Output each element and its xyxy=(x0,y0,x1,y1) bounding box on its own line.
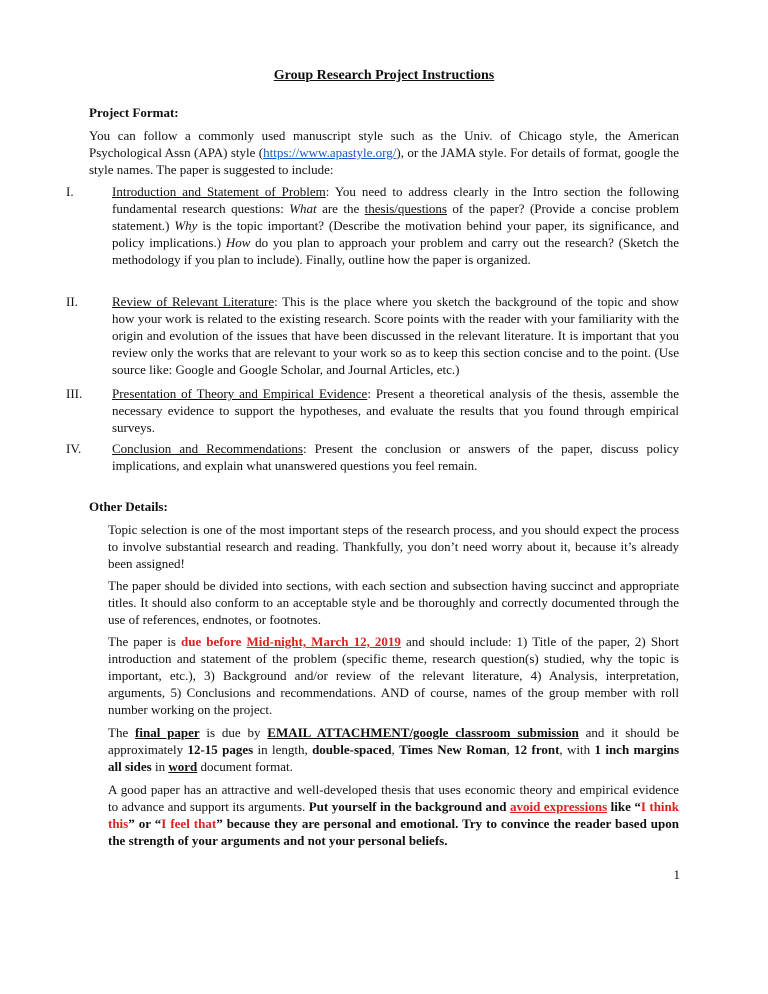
submission-text: in xyxy=(151,759,169,774)
page-title: Group Research Project Instructions xyxy=(273,68,495,83)
expression-example: I think this xyxy=(108,799,679,831)
item-text: are the xyxy=(316,201,365,216)
font-name: Times New Roman xyxy=(399,742,507,757)
submission-text: The xyxy=(108,725,136,740)
page-number: 1 xyxy=(673,867,680,882)
item-title: Presentation of Theory and Empirical Evidence xyxy=(112,386,368,401)
due-before-label: due before xyxy=(180,634,247,649)
item-number: I. xyxy=(66,184,74,199)
item-text-italic: How xyxy=(225,235,251,250)
good-paper-text: A good paper has an attractive and well-developed thesis that uses economic theory and empirical evidence to advance and support its arguments. xyxy=(108,782,679,814)
submission-text: document format. xyxy=(197,759,293,774)
item-text: : This is the place where you sketch the background of the topic and show how your work is related to the existing research. Score points with the reader with your familiarity with the origin and evolution of the issues that have been discussed in the relevant literature. It is important that you review only the works that are relevant to your work so as to keep this section concise and to the point. (Use source like: Google and Google Scholar, and Journal Articles, etc.) xyxy=(112,294,679,377)
other-details-heading: Other Details: xyxy=(89,499,168,514)
apa-style-link[interactable]: https://www.apastyle.org/ xyxy=(263,145,397,160)
submission-text: and it should be approximately xyxy=(108,725,679,757)
sections-paragraph: The paper should be divided into sections, with each section and subsection having succinct and appropriate titles. It should also conform to an acceptable style and be thoroughly and correctly documented through the use of references, endnotes, or footnotes. xyxy=(108,578,679,627)
item-text-italic: Why xyxy=(174,218,198,233)
advice-text: ” or “ xyxy=(128,816,162,831)
item-text: of the paper? (Provide a concise problem statement.) xyxy=(112,201,679,233)
outline-item-introduction xyxy=(66,183,679,268)
advice-text: like “ xyxy=(607,799,641,814)
item-number: IV. xyxy=(66,441,82,456)
final-paper-label: final paper xyxy=(135,725,200,740)
item-text: do you plan to approach your problem and carry out the research? (Sketch the methodology if you plan to include). Finally, outline how the paper is organized. xyxy=(112,235,679,267)
item-title: Conclusion and Recommendations xyxy=(112,441,303,456)
expression-example: I feel that xyxy=(161,816,217,831)
advice-text: ” because they are personal and emotional. Try to convince the reader based upon the strength of your arguments and not your personal beliefs. xyxy=(108,816,679,848)
submission-text: is due by xyxy=(199,725,268,740)
item-title: Review of Relevant Literature xyxy=(112,294,275,309)
outline-item-literature xyxy=(66,293,679,378)
item-text: : Present the conclusion or answers of the paper, discuss policy implications, and explain what unanswered questions you feel remain. xyxy=(112,441,679,473)
submission-text: , xyxy=(506,742,515,757)
topic-selection-paragraph: Topic selection is one of the most important steps of the research process, and you should expect the process to involve substantial research and reading. Thankfully, you don’t need worry about it, because it’s already been assigned! xyxy=(108,522,679,571)
project-format-heading: Project Format: xyxy=(89,105,179,120)
deadline-date: Mid-night, March 12, 2019 xyxy=(246,634,401,649)
item-number: III. xyxy=(66,386,83,401)
good-paper-paragraph xyxy=(108,781,679,849)
margins: 1 inch margins all sides xyxy=(108,742,680,774)
submission-paragraph xyxy=(108,724,679,775)
item-number: II. xyxy=(66,294,78,309)
avoid-expressions: avoid expressions xyxy=(509,799,608,814)
deadline-text-rest: and should include: 1) Title of the paper, 2) Short introduction and statement of the problem (specific theme, research question(s) studied, why the topic is important, etc.), 3) Background and/or review of the relevant literature, 4) Analysis, interpretation, arguments, 5) Conclusions and recommendations. AND of course, names of the group member with roll number working on the project. xyxy=(108,634,679,717)
outline-item-conclusion xyxy=(66,440,679,474)
line-spacing: double-spaced xyxy=(312,742,392,757)
item-text-underlined: thesis/questions xyxy=(364,201,447,216)
submission-method: EMAIL ATTACHMENT/google classroom submission xyxy=(267,725,579,740)
item-text: : You need to address clearly in the Intro section the following fundamental research questions: xyxy=(112,184,679,216)
item-text: : Present a theoretical analysis of the thesis, assemble the necessary evidence to support the hypotheses, and evaluate the results that you found through empirical surveys. xyxy=(112,386,679,435)
font-size: 12 front xyxy=(514,742,560,757)
deadline-text: The paper is xyxy=(108,634,181,649)
item-text: is the topic important? (Describe the motivation behind your paper, its significance, and policy implications.) xyxy=(112,218,679,250)
page-length: 12-15 pages xyxy=(187,742,254,757)
deadline-paragraph xyxy=(108,633,679,718)
intro-text: You can follow a commonly used manuscript style such as the Univ. of Chicago style, the American Psychological Assn (APA) style ( xyxy=(89,128,679,160)
advice-text: Put yourself in the background and xyxy=(308,799,510,814)
outline-item-theory xyxy=(66,385,679,436)
item-title: Introduction and Statement of Problem xyxy=(112,184,326,199)
submission-text: , with xyxy=(559,742,595,757)
document-format: word xyxy=(168,759,198,774)
submission-text: , xyxy=(391,742,400,757)
item-text-italic: What xyxy=(289,201,317,216)
submission-text: in length, xyxy=(253,742,313,757)
project-format-intro xyxy=(89,127,679,178)
intro-text-end: ), or the JAMA style. For details of format, google the style names. The paper is suggested to include: xyxy=(89,145,679,177)
